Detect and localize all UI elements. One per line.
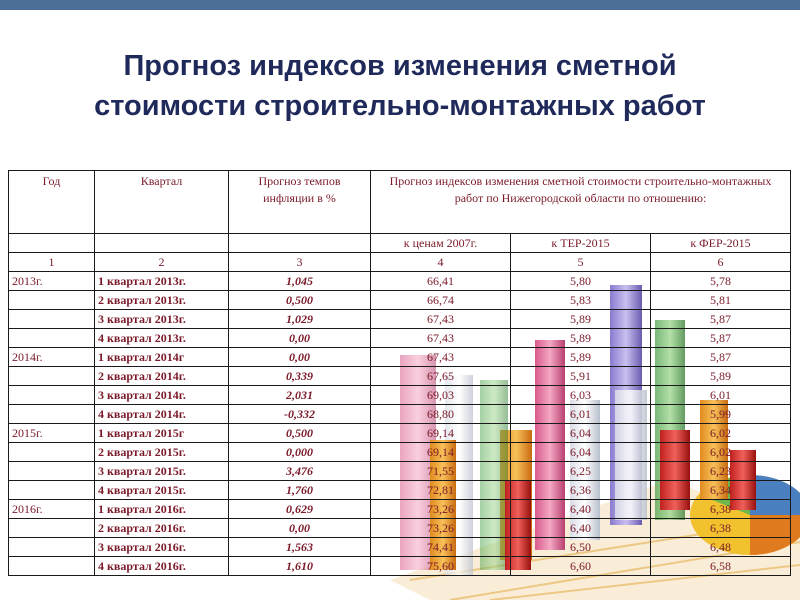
- index-2007-cell: 68,80: [371, 405, 511, 424]
- index-ter-cell: 6,04: [511, 424, 651, 443]
- inflation-cell: -0,332: [229, 405, 371, 424]
- subheader-empty: [9, 234, 95, 253]
- inflation-cell: 0,000: [229, 443, 371, 462]
- header-year: Год: [9, 171, 95, 234]
- title-line-1: Прогноз индексов изменения сметной: [123, 50, 677, 82]
- index-ter-cell: 6,50: [511, 538, 651, 557]
- index-fer-cell: 5,87: [651, 310, 791, 329]
- inflation-cell: 0,629: [229, 500, 371, 519]
- inflation-cell: 1,760: [229, 481, 371, 500]
- title-line-2: стоимости строительно-монтажных работ: [94, 90, 706, 122]
- slide-title: [0, 46, 800, 126]
- index-ter-cell: 6,36: [511, 481, 651, 500]
- index-fer-cell: 6,58: [651, 557, 791, 576]
- header-quarter: Квартал: [95, 171, 229, 234]
- index-ter-cell: 6,60: [511, 557, 651, 576]
- index-fer-cell: 5,99: [651, 405, 791, 424]
- inflation-cell: 3,476: [229, 462, 371, 481]
- index-2007-cell: 74,41: [371, 538, 511, 557]
- index-2007-cell: 69,14: [371, 424, 511, 443]
- subheader-ter-2015: к ТЕР-2015: [511, 234, 651, 253]
- table-row: [9, 348, 791, 367]
- quarter-cell: 3 квартал 2016г.: [95, 538, 229, 557]
- year-cell: [9, 557, 95, 576]
- table-row: [9, 443, 791, 462]
- year-cell: [9, 481, 95, 500]
- index-2007-cell: 67,43: [371, 348, 511, 367]
- table-row: [9, 500, 791, 519]
- quarter-cell: 1 квартал 2014г: [95, 348, 229, 367]
- column-number: 5: [511, 253, 651, 272]
- subheader-prices-2007: к ценам 2007г.: [371, 234, 511, 253]
- header-row: [9, 171, 791, 234]
- index-fer-cell: 6,48: [651, 538, 791, 557]
- column-number: 4: [371, 253, 511, 272]
- header-index-group: Прогноз индексов изменения сметной стоимости строительно-монтажных работ по Нижегородской области по отношению:: [371, 171, 791, 234]
- quarter-cell: 2 квартал 2013г.: [95, 291, 229, 310]
- quarter-cell: 4 квартал 2016г.: [95, 557, 229, 576]
- index-ter-cell: 6,03: [511, 386, 651, 405]
- index-fer-cell: 6,02: [651, 424, 791, 443]
- table-row: [9, 367, 791, 386]
- year-cell: 2015г.: [9, 424, 95, 443]
- table-row: [9, 405, 791, 424]
- index-ter-cell: 6,40: [511, 519, 651, 538]
- year-cell: [9, 519, 95, 538]
- year-cell: 2014г.: [9, 348, 95, 367]
- inflation-cell: 0,00: [229, 519, 371, 538]
- index-2007-cell: 69,03: [371, 386, 511, 405]
- year-cell: [9, 462, 95, 481]
- quarter-cell: 4 квартал 2015г.: [95, 481, 229, 500]
- table-row: [9, 424, 791, 443]
- inflation-cell: 0,339: [229, 367, 371, 386]
- quarter-cell: 2 квартал 2014г.: [95, 367, 229, 386]
- inflation-cell: 0,00: [229, 329, 371, 348]
- subheader-empty: [229, 234, 371, 253]
- year-cell: [9, 443, 95, 462]
- quarter-cell: 1 квартал 2013г.: [95, 272, 229, 291]
- top-accent-bar: [0, 0, 800, 10]
- inflation-cell: 1,045: [229, 272, 371, 291]
- table-row: [9, 329, 791, 348]
- table-row: [9, 386, 791, 405]
- index-fer-cell: 5,78: [651, 272, 791, 291]
- index-fer-cell: 5,87: [651, 329, 791, 348]
- index-2007-cell: 73,26: [371, 519, 511, 538]
- year-cell: [9, 310, 95, 329]
- index-ter-cell: 5,89: [511, 329, 651, 348]
- inflation-cell: 0,500: [229, 424, 371, 443]
- index-fer-cell: 5,87: [651, 348, 791, 367]
- index-fer-cell: 6,23: [651, 462, 791, 481]
- index-2007-cell: 66,41: [371, 272, 511, 291]
- index-fer-cell: 6,02: [651, 443, 791, 462]
- subheader-empty: [95, 234, 229, 253]
- year-cell: [9, 405, 95, 424]
- column-number: 2: [95, 253, 229, 272]
- inflation-cell: 1,563: [229, 538, 371, 557]
- table-row: [9, 310, 791, 329]
- table-row: [9, 462, 791, 481]
- inflation-cell: 1,610: [229, 557, 371, 576]
- index-2007-cell: 67,65: [371, 367, 511, 386]
- index-ter-cell: 6,04: [511, 443, 651, 462]
- table-row: [9, 481, 791, 500]
- index-2007-cell: 72,81: [371, 481, 511, 500]
- quarter-cell: 1 квартал 2015г: [95, 424, 229, 443]
- column-number-row: [9, 253, 791, 272]
- column-number: 6: [651, 253, 791, 272]
- quarter-cell: 1 квартал 2016г.: [95, 500, 229, 519]
- index-ter-cell: 6,01: [511, 405, 651, 424]
- index-ter-cell: 5,89: [511, 348, 651, 367]
- index-2007-cell: 66,74: [371, 291, 511, 310]
- index-2007-cell: 67,43: [371, 329, 511, 348]
- quarter-cell: 4 квартал 2013г.: [95, 329, 229, 348]
- table-row: [9, 557, 791, 576]
- forecast-table: [8, 170, 791, 576]
- index-ter-cell: 5,83: [511, 291, 651, 310]
- quarter-cell: 2 квартал 2015г.: [95, 443, 229, 462]
- table-row: [9, 291, 791, 310]
- year-cell: 2016г.: [9, 500, 95, 519]
- year-cell: 2013г.: [9, 272, 95, 291]
- subheader-fer-2015: к ФЕР-2015: [651, 234, 791, 253]
- index-ter-cell: 6,25: [511, 462, 651, 481]
- index-ter-cell: 6,40: [511, 500, 651, 519]
- index-fer-cell: 6,38: [651, 500, 791, 519]
- index-ter-cell: 5,89: [511, 310, 651, 329]
- subheader-row: [9, 234, 791, 253]
- index-2007-cell: 69,14: [371, 443, 511, 462]
- index-2007-cell: 75,60: [371, 557, 511, 576]
- index-fer-cell: 5,89: [651, 367, 791, 386]
- column-number: 1: [9, 253, 95, 272]
- index-ter-cell: 5,91: [511, 367, 651, 386]
- inflation-cell: 0,500: [229, 291, 371, 310]
- quarter-cell: 3 квартал 2013г.: [95, 310, 229, 329]
- table-row: [9, 538, 791, 557]
- quarter-cell: 3 квартал 2015г.: [95, 462, 229, 481]
- quarter-cell: 3 квартал 2014г.: [95, 386, 229, 405]
- index-fer-cell: 6,01: [651, 386, 791, 405]
- inflation-cell: 0,00: [229, 348, 371, 367]
- index-fer-cell: 6,34: [651, 481, 791, 500]
- index-fer-cell: 5,81: [651, 291, 791, 310]
- index-2007-cell: 73,26: [371, 500, 511, 519]
- table-row: [9, 272, 791, 291]
- column-number: 3: [229, 253, 371, 272]
- quarter-cell: 4 квартал 2014г.: [95, 405, 229, 424]
- index-2007-cell: 67,43: [371, 310, 511, 329]
- quarter-cell: 2 квартал 2016г.: [95, 519, 229, 538]
- year-cell: [9, 367, 95, 386]
- table-row: [9, 519, 791, 538]
- index-ter-cell: 5,80: [511, 272, 651, 291]
- year-cell: [9, 538, 95, 557]
- index-fer-cell: 6,38: [651, 519, 791, 538]
- year-cell: [9, 291, 95, 310]
- index-2007-cell: 71,55: [371, 462, 511, 481]
- year-cell: [9, 386, 95, 405]
- inflation-cell: 2,031: [229, 386, 371, 405]
- inflation-cell: 1,029: [229, 310, 371, 329]
- year-cell: [9, 329, 95, 348]
- header-inflation: Прогноз темпов инфляции в %: [229, 171, 371, 234]
